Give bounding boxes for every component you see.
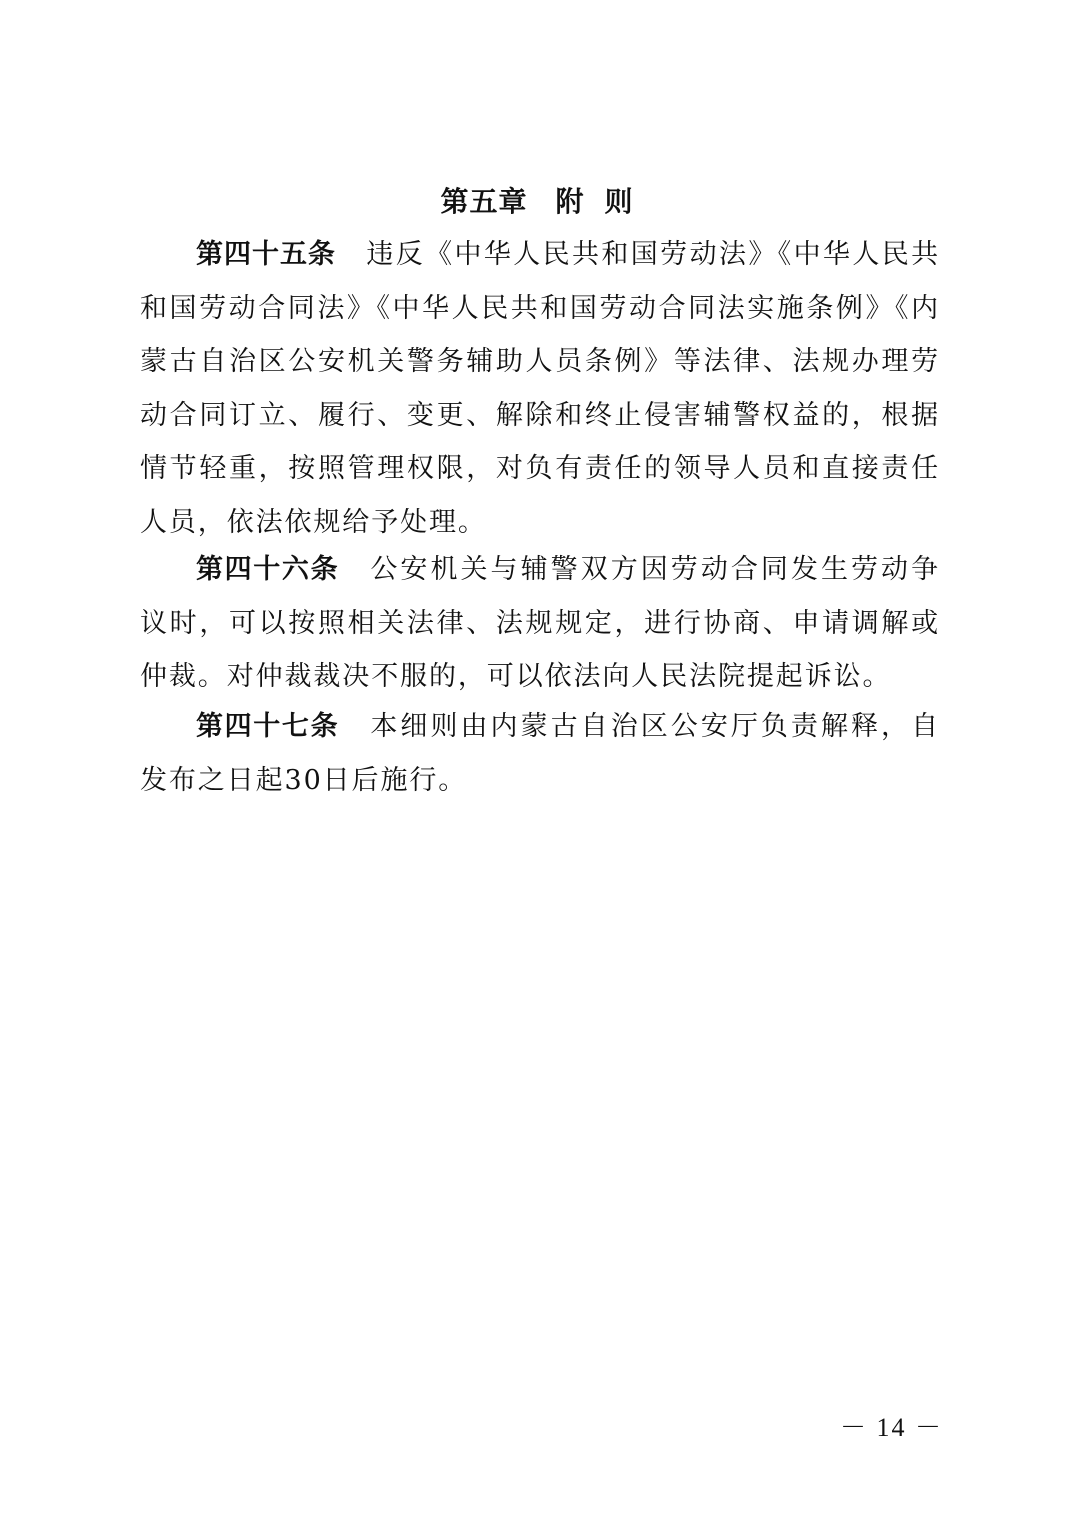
chapter-name-second: 则 xyxy=(604,185,634,218)
chapter-title xyxy=(0,180,1074,224)
article-47 xyxy=(140,700,940,807)
article-46 xyxy=(140,543,940,704)
article-47-text: 本细则由内蒙古自治区公安厅负责解释，自发布之日起30日后施行。 xyxy=(140,711,941,796)
article-46-number: 第四十六条 xyxy=(196,554,340,585)
article-45-number: 第四十五条 xyxy=(196,239,336,270)
chapter-name-first: 附 xyxy=(555,185,585,218)
article-46-text: 公安机关与辅警双方因劳动合同发生劳动争议时，可以按照相关法律、法规规定，进行协商、申请调解或仲裁。对仲裁裁决不服的，可以依法向人民法院提起诉讼。 xyxy=(140,554,941,692)
article-45 xyxy=(140,228,940,549)
article-45-text: 违反《中华人民共和国劳动法》《中华人民共和国劳动合同法》《中华人民共和国劳动合同法实施条例》《内蒙古自治区公安机关警务辅助人员条例》等法律、法规办理劳动合同订立、履行、变更、解除和终止侵害辅警权益的，根据情节轻重，按照管理权限，对负有责任的领导人员和直接责任人员，依法依规给予处理。 xyxy=(140,239,941,538)
page-number: － 14 － xyxy=(840,1413,944,1442)
chapter-number: 第五章 xyxy=(440,185,528,218)
article-47-number: 第四十七条 xyxy=(196,711,340,742)
